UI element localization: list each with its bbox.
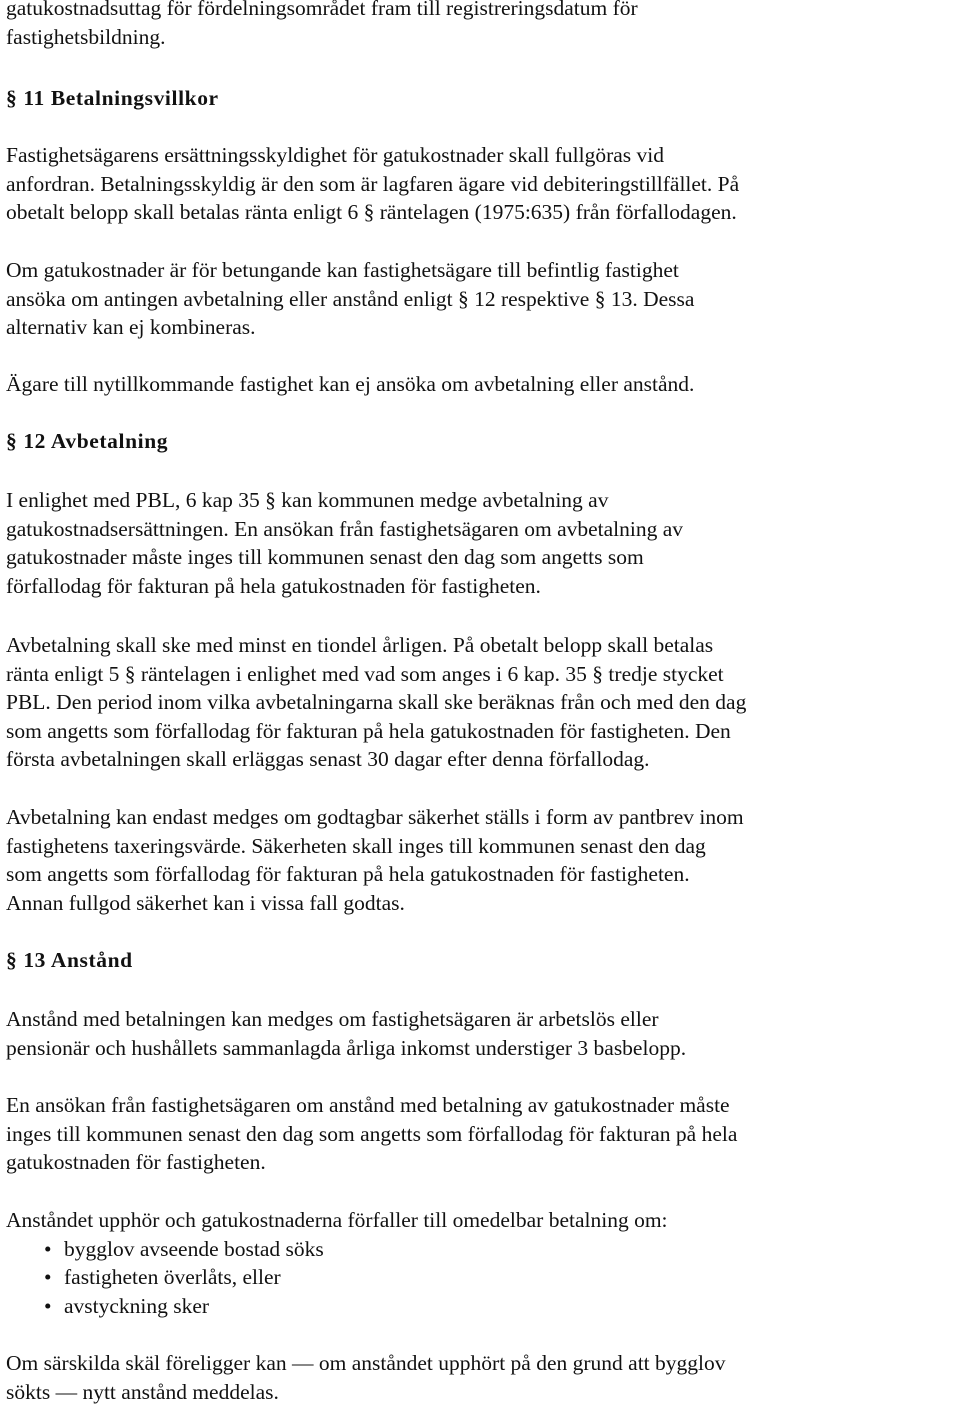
text-line: Om särskilda skäl föreligger kan — om anståndet upphört på den grund att bygglov — [6, 1351, 726, 1375]
text-line: sökts — nytt anstånd meddelas. — [6, 1379, 279, 1404]
paragraph-new-property — [6, 370, 694, 399]
text-line: fastighetsbildning. — [6, 24, 166, 49]
text-line: Anståndet upphör och gatukostnaderna förfaller till omedelbar betalning om: — [6, 1208, 668, 1232]
paragraph-installment-rate — [6, 631, 746, 774]
list-item-text: bygglov avseende bostad söks — [64, 1236, 324, 1261]
text-line: En ansökan från fastighetsägaren om anstånd med betalning av gatukostnader måste — [6, 1093, 730, 1117]
text-line: gatukostnaden för fastigheten. — [6, 1150, 266, 1175]
text-line: ränta enligt 5 § räntelagen i enlighet med vad som anges i 6 kap. 35 § tredje stycket — [6, 661, 724, 686]
text-line: Avbetalning skall ske med minst en tiondel årligen. På obetalt belopp skall betalas — [6, 633, 714, 657]
text-line: ansöka om antingen avbetalning eller anstånd enligt § 12 respektive § 13. Dessa — [6, 286, 695, 311]
paragraph-intro-continuation — [6, 0, 638, 51]
text-line: som angetts som förfallodag för fakturan på hela gatukostnaden för fastigheten. — [6, 862, 690, 887]
bullet-icon: • — [44, 1265, 52, 1290]
bullet-icon: • — [44, 1236, 52, 1261]
text-line: inges till kommunen senast den dag som angetts som förfallodag för fakturan på hela — [6, 1121, 738, 1146]
section-heading-11: § 11 Betalningsvillkor — [6, 86, 219, 110]
text-line: gatukostnadsuttag för fördelningsområdet fram till registreringsdatum för — [6, 0, 638, 20]
section-heading-12: § 12 Avbetalning — [6, 429, 169, 453]
text-line: I enlighet med PBL, 6 kap 35 § kan kommunen medge avbetalning av — [6, 488, 609, 512]
text-line: Avbetalning kan endast medges om godtagbar säkerhet ställs i form av pantbrev inom — [6, 805, 744, 829]
paragraph-payment-terms — [6, 141, 739, 227]
paragraph-deferral-conditions — [6, 1005, 686, 1062]
text-line: obetalt belopp skall betalas ränta enligt 6 § räntelagen (1975:635) från förfallodagen. — [6, 200, 737, 225]
text-line: alternativ kan ej kombineras. — [6, 315, 256, 340]
text-line: Fastighetsägarens ersättningsskyldighet för gatukostnader skall fullgöras vid — [6, 143, 665, 167]
text-block — [6, 1206, 956, 1235]
text-line: som angetts som förfallodag för fakturan på hela gatukostnaden för fastigheten. Den — [6, 718, 731, 743]
text-line: pensionär och hushållets sammanlagda årliga inkomst understiger 3 basbelopp. — [6, 1035, 687, 1060]
section-heading-13: § 13 Anstånd — [6, 948, 133, 972]
paragraph-special-reasons — [6, 1349, 726, 1406]
text-line: Ägare till nytillkommande fastighet kan ej ansöka om avbetalning eller anstånd. — [6, 372, 695, 396]
text-line: fastighetens taxeringsvärde. Säkerheten skall inges till kommunen senast den dag — [6, 833, 706, 858]
paragraph-deferral-termination — [6, 1206, 956, 1320]
text-line: gatukostnader måste inges till kommunen senast den dag som angetts som — [6, 545, 644, 570]
paragraph-deferral-application — [6, 1091, 737, 1177]
list-item-text: fastigheten överlåts, eller — [64, 1265, 281, 1290]
list-item-text: avstyckning sker — [64, 1293, 210, 1318]
list-item — [44, 1235, 956, 1264]
paragraph-security — [6, 803, 744, 917]
text-line: Om gatukostnader är för betungande kan fastighetsägare till befintlig fastighet — [6, 258, 679, 282]
text-line: första avbetalningen skall erläggas senast 30 dagar efter denna förfallodag. — [6, 747, 650, 772]
termination-conditions-list — [6, 1235, 956, 1321]
text-line: Anstånd med betalningen kan medges om fastighetsägaren är arbetslös eller — [6, 1007, 659, 1031]
paragraph-burden-options — [6, 256, 694, 342]
list-item — [44, 1263, 956, 1292]
text-line: förfallodag för fakturan på hela gatukostnaden för fastigheten. — [6, 573, 541, 598]
bullet-icon: • — [44, 1293, 52, 1318]
text-line: PBL. Den period inom vilka avbetalningarna skall ske beräknas från och med den dag — [6, 690, 747, 715]
list-item — [44, 1292, 956, 1321]
paragraph-installment-pbl — [6, 486, 683, 600]
text-line: anfordran. Betalningsskyldig är den som är lagfaren ägare vid debiteringstillfället. På — [6, 171, 740, 196]
text-line: Annan fullgod säkerhet kan i vissa fall godtas. — [6, 890, 405, 915]
text-line: gatukostnadsersättningen. En ansökan från fastighetsägaren om avbetalning av — [6, 516, 684, 541]
